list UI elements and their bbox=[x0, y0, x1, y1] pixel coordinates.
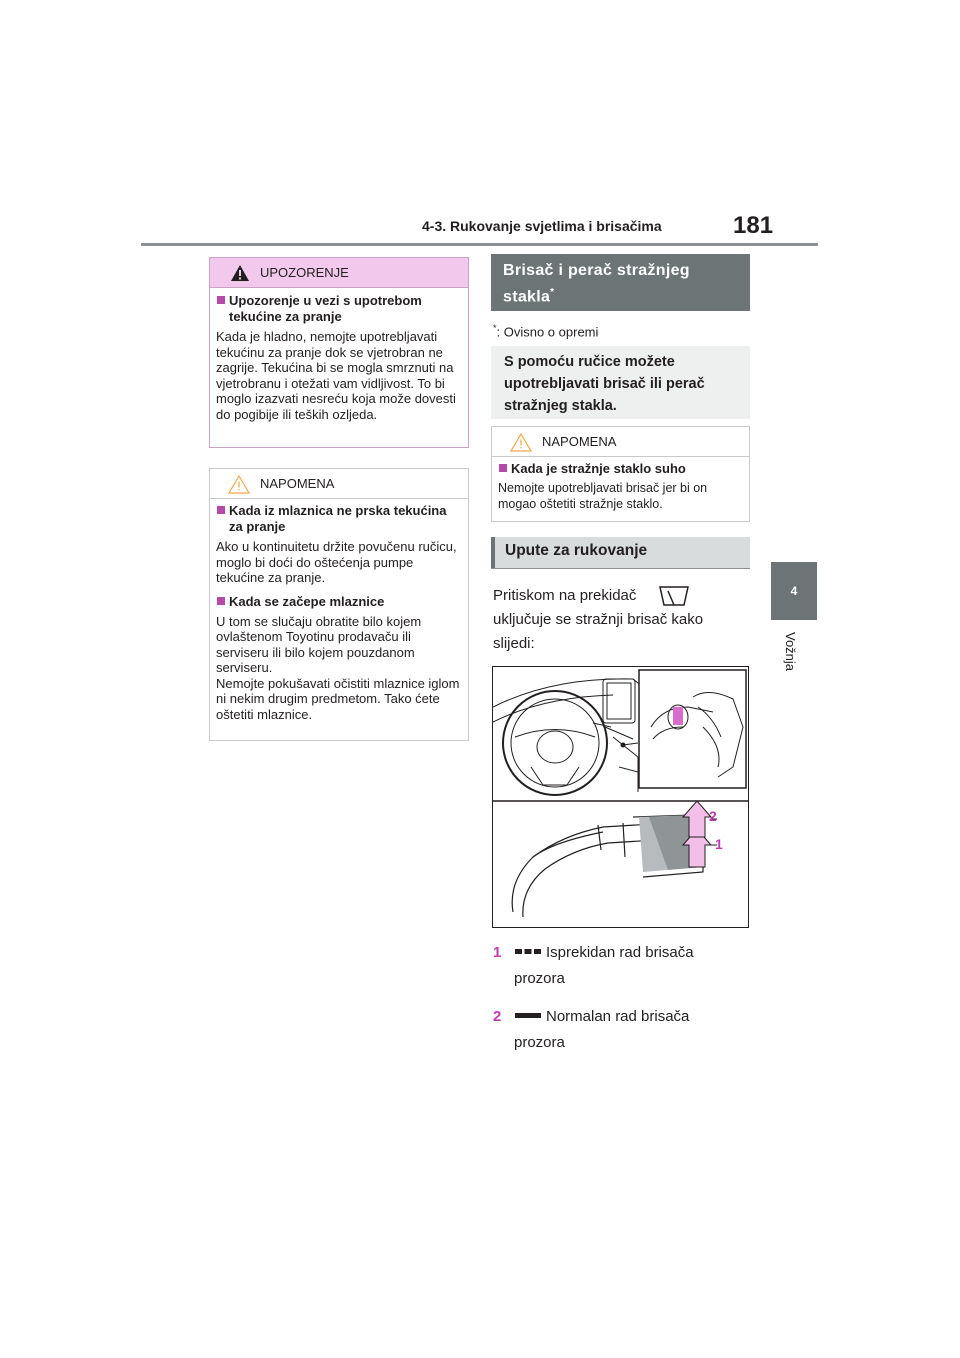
footnote-marker: * bbox=[550, 287, 555, 298]
operation-text-line: Pritiskom na prekidač bbox=[493, 587, 637, 604]
caution-triangle-icon bbox=[510, 433, 532, 452]
section-title: 4-3. Rukovanje svjetlima i brisačima bbox=[422, 218, 662, 234]
list-item-continuation: prozora bbox=[514, 970, 565, 987]
notice-heading: NAPOMENA bbox=[542, 434, 617, 449]
caution-triangle-icon bbox=[228, 475, 250, 494]
intro-line: S pomoću ručice možete bbox=[504, 354, 675, 370]
list-item-number: 2 bbox=[493, 1008, 502, 1025]
warning-item-text: Kada je hladno, nemojte upotrebljavati tekućinu za pranje dok se vjetrobran ne zagrije. Tekućina bi se mogla smrznuti na vjetrobranu i otežati vam vidljivost. To bi moglo izazvati nesreću koja može dovesti do pogibije ili teških ozljeda. bbox=[216, 329, 456, 422]
main-title-line1: Brisač i perač stražnjeg bbox=[503, 262, 690, 279]
footnote-text: : Ovisno o opremi bbox=[496, 324, 599, 340]
list-item-continuation: prozora bbox=[514, 1034, 565, 1051]
illustration-svg bbox=[493, 667, 749, 928]
warning-box bbox=[209, 257, 469, 448]
figure-callout-1: 1 bbox=[715, 836, 723, 852]
footnote-marker: * bbox=[493, 323, 497, 333]
footnote bbox=[493, 323, 598, 339]
list-item-number: 1 bbox=[493, 944, 502, 961]
warning-item-title: Upozorenje u vezi s upotrebom tekućine za pranje bbox=[216, 293, 462, 325]
wiper-lever-illustration bbox=[492, 666, 749, 928]
intro-line: upotrebljavati brisač ili perač bbox=[504, 376, 705, 392]
intro-line: stražnjeg stakla. bbox=[504, 398, 617, 414]
notice-header bbox=[210, 469, 468, 499]
notice-box-dry-glass bbox=[491, 426, 750, 522]
list-item-text: Normalan rad brisača bbox=[546, 1008, 690, 1025]
intro-box bbox=[491, 346, 750, 419]
section-divider bbox=[491, 568, 750, 569]
operation-text-line: uključuje se stražnji brisač kako bbox=[493, 611, 704, 628]
notice-header bbox=[492, 427, 749, 457]
notice-item-text: Nemojte pokušavati očistiti mlaznice iglom ni nekim drugim predmetom. Tako ćete oštetiti mlaznice. bbox=[216, 675, 460, 722]
rear-wiper-icon bbox=[658, 585, 690, 607]
notice-item-title: Kada se začepe mlaznice bbox=[216, 594, 462, 610]
notice-item-title: Kada iz mlaznica ne prska tekućina za pranje bbox=[216, 503, 462, 535]
solid-bar-icon bbox=[515, 1013, 541, 1019]
warning-triangle-icon bbox=[230, 264, 250, 282]
main-title bbox=[491, 254, 750, 311]
page-number: 181 bbox=[733, 212, 774, 239]
figure-callout-2: 2 bbox=[709, 808, 717, 824]
warning-header bbox=[210, 258, 468, 288]
header-divider bbox=[141, 243, 818, 246]
notice-item-text: Nemojte upotrebljavati brisač jer bi on mogao oštetiti stražnje staklo. bbox=[498, 481, 708, 511]
notice-box-washer bbox=[209, 468, 469, 741]
notice-heading: NAPOMENA bbox=[260, 476, 335, 491]
main-title-line2: stakla bbox=[503, 288, 551, 306]
operation-text-line: slijedi: bbox=[493, 635, 535, 652]
chapter-label: Vožnja bbox=[783, 632, 798, 672]
notice-item-title: Kada je stražnje staklo suho bbox=[498, 461, 743, 477]
notice-item-text: U tom se slučaju obratite bilo kojem ovlaštenom Toyotinu prodavaču ili serviseru ili bilo kojem pouzdanom serviseru. bbox=[216, 613, 422, 675]
intermittent-dashes-icon bbox=[515, 949, 541, 955]
warning-heading: UPOZORENJE bbox=[260, 265, 349, 280]
notice-item-text: Ako u kontinuitetu držite povučenu ručicu, moglo bi doći do oštećenja pumpe tekućine za pranje. bbox=[216, 539, 457, 585]
section-heading: Upute za rukovanje bbox=[491, 537, 750, 568]
chapter-tab: 4 bbox=[771, 562, 817, 620]
list-item-text: Isprekidan rad brisača bbox=[546, 944, 694, 961]
